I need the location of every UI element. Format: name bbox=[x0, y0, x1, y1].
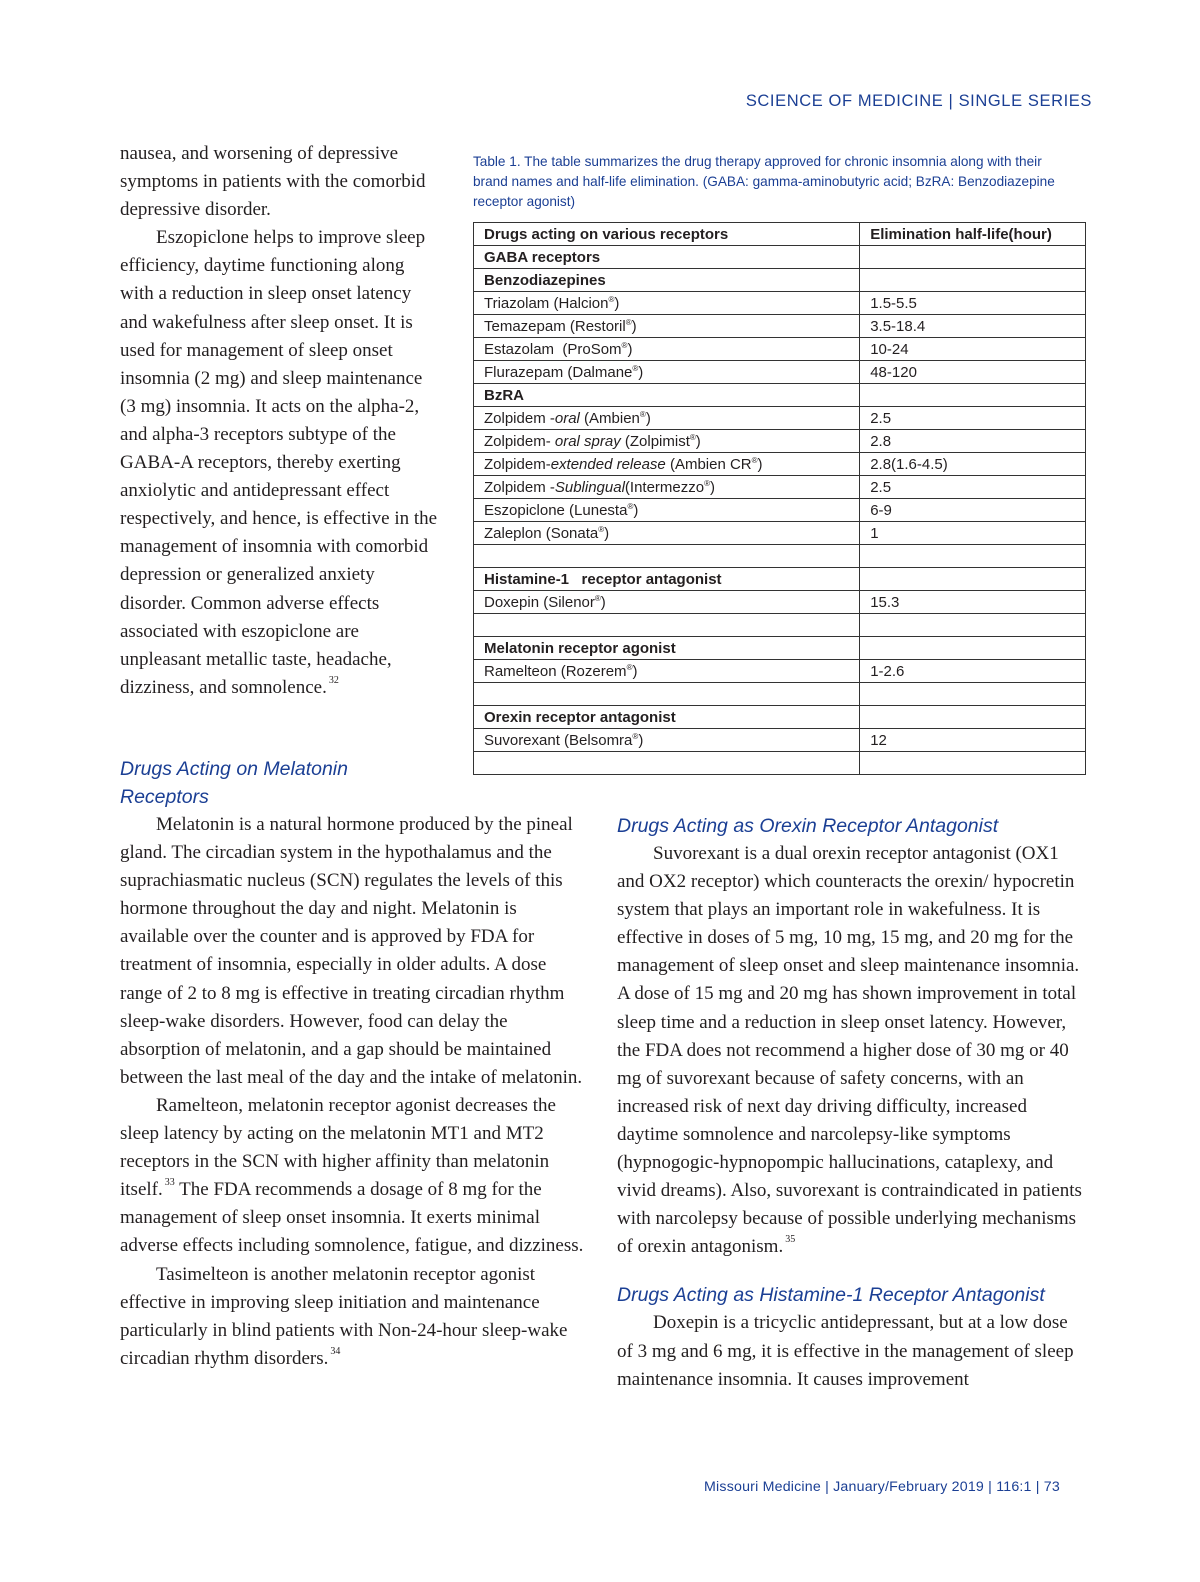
drug-cell: Estazolam (ProSom®) bbox=[474, 338, 860, 361]
half-life-cell: 48-120 bbox=[860, 361, 1086, 384]
category-cell: Benzodiazepines bbox=[474, 269, 860, 292]
running-head: SCIENCE OF MEDICINE | SINGLE SERIES bbox=[745, 92, 1092, 110]
reference-marker: 34 bbox=[330, 1345, 341, 1357]
column-header-drugs: Drugs acting on various receptors bbox=[474, 223, 860, 246]
table-row bbox=[474, 729, 1086, 752]
table-row bbox=[474, 637, 1086, 660]
empty-cell bbox=[860, 706, 1086, 729]
table-row bbox=[474, 568, 1086, 591]
half-life-cell: 2.8 bbox=[860, 430, 1086, 453]
drug-cell: Triazolam (Halcion®) bbox=[474, 292, 860, 315]
paragraph-ramelteon: Ramelteon, melatonin receptor agonist decreases the sleep latency by acting on the melatonin MT1 and MT2 receptors in the SCN with higher affinity than melatonin itself. $^{33}$ The FDA recommends a dosage of 8 mg for the management of sleep onset insomnia. It exerts minimal adverse effects including somnolence, fatigue, and dizziness. bbox=[120, 1094, 584, 1257]
drug-cell: Zolpidem-extended release (Ambien CR®) bbox=[474, 453, 860, 476]
table-row bbox=[474, 453, 1086, 476]
drug-cell: Zaleplon (Sonata®) bbox=[474, 522, 860, 545]
category-cell: Orexin receptor antagonist bbox=[474, 706, 860, 729]
half-life-cell: 1.5-5.5 bbox=[860, 292, 1086, 315]
table-caption: Table 1. The table summarizes the drug therapy approved for chronic insomnia along with their brand names and half-life elimination. (GABA: gamma-aminobutyric acid; BzRA: Benzodiazepine receptor agonist) bbox=[473, 154, 1055, 209]
empty-cell bbox=[860, 637, 1086, 660]
empty-cell bbox=[860, 545, 1086, 568]
empty-cell bbox=[474, 614, 860, 637]
half-life-cell: 2.5 bbox=[860, 476, 1086, 499]
paragraph-text: Eszopiclone helps to improve sleep efficiency, daytime functioning along with a reduction in sleep onset latency and wakefulness after sleep onset. It is used for management of sleep onset insomnia (2 mg) and sleep maintenance (3 mg) insomnia. It acts on the alpha-2, and alpha-3 receptors subtype of the GABA-A receptors, thereby exerting anxiolytic and antidepressant effect respectively, and hence, is effective in the management of insomnia with comorbid depression or generalized anxiety disorder. Common adverse effects associated with eszopiclone are unpleasant metallic taste, headache, dizziness, and somnolence. bbox=[120, 227, 438, 698]
empty-cell bbox=[860, 752, 1086, 775]
empty-cell bbox=[474, 683, 860, 706]
table-row bbox=[474, 246, 1086, 269]
section-heading-histamine: Drugs Acting as Histamine-1 Receptor Antagonist bbox=[617, 1284, 1045, 1307]
paragraph-melatonin: Melatonin is a natural hormone produced by the pineal gland. The circadian system in the hypothalamus and the suprachiasmatic nucleus (SCN) regulates the levels of this hormone throughout the day and night. Melatonin is available over the counter and is approved by FDA for treatment of insomnia, especially in older adults. A dose range of 2 to 8 mg is effective in treating circadian rhythm sleep-wake disorders. However, food can delay the absorption of melatonin, and a gap should be maintained between the last meal of the day and the intake of melatonin. bbox=[120, 814, 583, 1088]
category-cell: BzRA bbox=[474, 384, 860, 407]
half-life-cell: 15.3 bbox=[860, 591, 1086, 614]
drug-cell: Ramelteon (Rozerem®) bbox=[474, 660, 860, 683]
half-life-cell: 12 bbox=[860, 729, 1086, 752]
category-cell: Melatonin receptor agonist bbox=[474, 637, 860, 660]
table-row bbox=[474, 591, 1086, 614]
left-column-bottom bbox=[120, 755, 590, 1373]
paragraph-eszopiclone bbox=[120, 224, 440, 702]
right-column-bottom bbox=[617, 812, 1082, 1394]
table-row bbox=[474, 499, 1086, 522]
half-life-cell: 1-2.6 bbox=[860, 660, 1086, 683]
empty-cell bbox=[860, 614, 1086, 637]
reference-marker: 33 bbox=[164, 1177, 175, 1189]
drug-cell: Suvorexant (Belsomra®) bbox=[474, 729, 860, 752]
column-header-half-life: Elimination half-life(hour) bbox=[860, 223, 1086, 246]
category-cell: Histamine-1 receptor antagonist bbox=[474, 568, 860, 591]
paragraph-tasimelteon: Tasimelteon is another melatonin receptor agonist effective in improving sleep initiation and maintenance particularly in blind patients with Non-24-hour sleep-wake circadian rhythm disorders. $^{34}$ bbox=[120, 1263, 568, 1369]
drug-cell: Zolpidem- oral spray (Zolpimist®) bbox=[474, 430, 860, 453]
drug-table bbox=[473, 222, 1086, 775]
table-row bbox=[474, 269, 1086, 292]
table-row-empty bbox=[474, 683, 1086, 706]
paragraph-doxepin: Doxepin is a tricyclic antidepressant, but at a low dose of 3 mg and 6 mg, it is effective in the management of sleep maintenance insomnia. It causes improvement bbox=[617, 1312, 1074, 1390]
half-life-cell: 1 bbox=[860, 522, 1086, 545]
table-row-empty bbox=[474, 614, 1086, 637]
table-header-row bbox=[474, 223, 1086, 246]
paragraph: nausea, and worsening of depressive symptoms in patients with the comorbid depressive disorder. bbox=[120, 143, 426, 221]
table-row bbox=[474, 706, 1086, 729]
empty-cell bbox=[860, 568, 1086, 591]
table-row bbox=[474, 361, 1086, 384]
table-row bbox=[474, 338, 1086, 361]
table-row bbox=[474, 315, 1086, 338]
empty-cell bbox=[860, 246, 1086, 269]
reference-marker: 32 bbox=[328, 674, 339, 686]
half-life-cell: 3.5-18.4 bbox=[860, 315, 1086, 338]
drug-cell: Zolpidem -oral (Ambien®) bbox=[474, 407, 860, 430]
section-heading-melatonin: Drugs Acting on Melatonin Receptors bbox=[120, 758, 348, 808]
table-row bbox=[474, 522, 1086, 545]
empty-cell bbox=[860, 384, 1086, 407]
empty-cell bbox=[860, 269, 1086, 292]
empty-cell bbox=[860, 683, 1086, 706]
spacer bbox=[617, 1261, 1082, 1281]
half-life-cell: 2.8(1.6-4.5) bbox=[860, 453, 1086, 476]
category-cell: GABA receptors bbox=[474, 246, 860, 269]
table-row bbox=[474, 430, 1086, 453]
drug-cell: Eszopiclone (Lunesta®) bbox=[474, 499, 860, 522]
drug-cell: Zolpidem -Sublingual(Intermezzo®) bbox=[474, 476, 860, 499]
section-heading-orexin: Drugs Acting as Orexin Receptor Antagonist bbox=[617, 815, 999, 837]
table-row bbox=[474, 476, 1086, 499]
page-footer: Missouri Medicine | January/February 2019 | 116:1 | 73 bbox=[704, 1479, 1060, 1495]
half-life-cell: 2.5 bbox=[860, 407, 1086, 430]
table-row bbox=[474, 292, 1086, 315]
drug-cell: Temazepam (Restoril®) bbox=[474, 315, 860, 338]
drug-cell: Doxepin (Silenor®) bbox=[474, 591, 860, 614]
paragraph-suvorexant: Suvorexant is a dual orexin receptor antagonist (OX1 and OX2 receptor) which counteracts the orexin/ hypocretin system that plays an important role in wakefulness. It is effective in doses of 5 mg, 10 mg, 15 mg, and 20 mg for the management of sleep onset and sleep maintenance insomnia. A dose of 15 mg and 20 mg has shown improvement in total sleep time and a reduction in sleep onset latency. However, the FDA does not recommend a higher dose of 30 mg or 40 mg of suvorexant because of safety concerns, with an increased risk of next day driving difficulty, increased daytime somnolence and narcolepsy-like symptoms (hypnogogic-hypnopompic hallucinations, cataplexy, and vivid dreams). Also, suvorexant is contraindicated in patients with narcolepsy because of possible underlying mechanisms of orexin antagonism. $^{35}$ bbox=[617, 843, 1082, 1258]
half-life-cell: 6-9 bbox=[860, 499, 1086, 522]
table-row bbox=[474, 407, 1086, 430]
table-row-empty bbox=[474, 545, 1086, 568]
left-column-top bbox=[120, 140, 440, 702]
drug-cell: Flurazepam (Dalmane®) bbox=[474, 361, 860, 384]
table-row bbox=[474, 660, 1086, 683]
table-row bbox=[474, 384, 1086, 407]
reference-marker: 35 bbox=[785, 1234, 796, 1246]
half-life-cell: 10-24 bbox=[860, 338, 1086, 361]
empty-cell bbox=[474, 545, 860, 568]
